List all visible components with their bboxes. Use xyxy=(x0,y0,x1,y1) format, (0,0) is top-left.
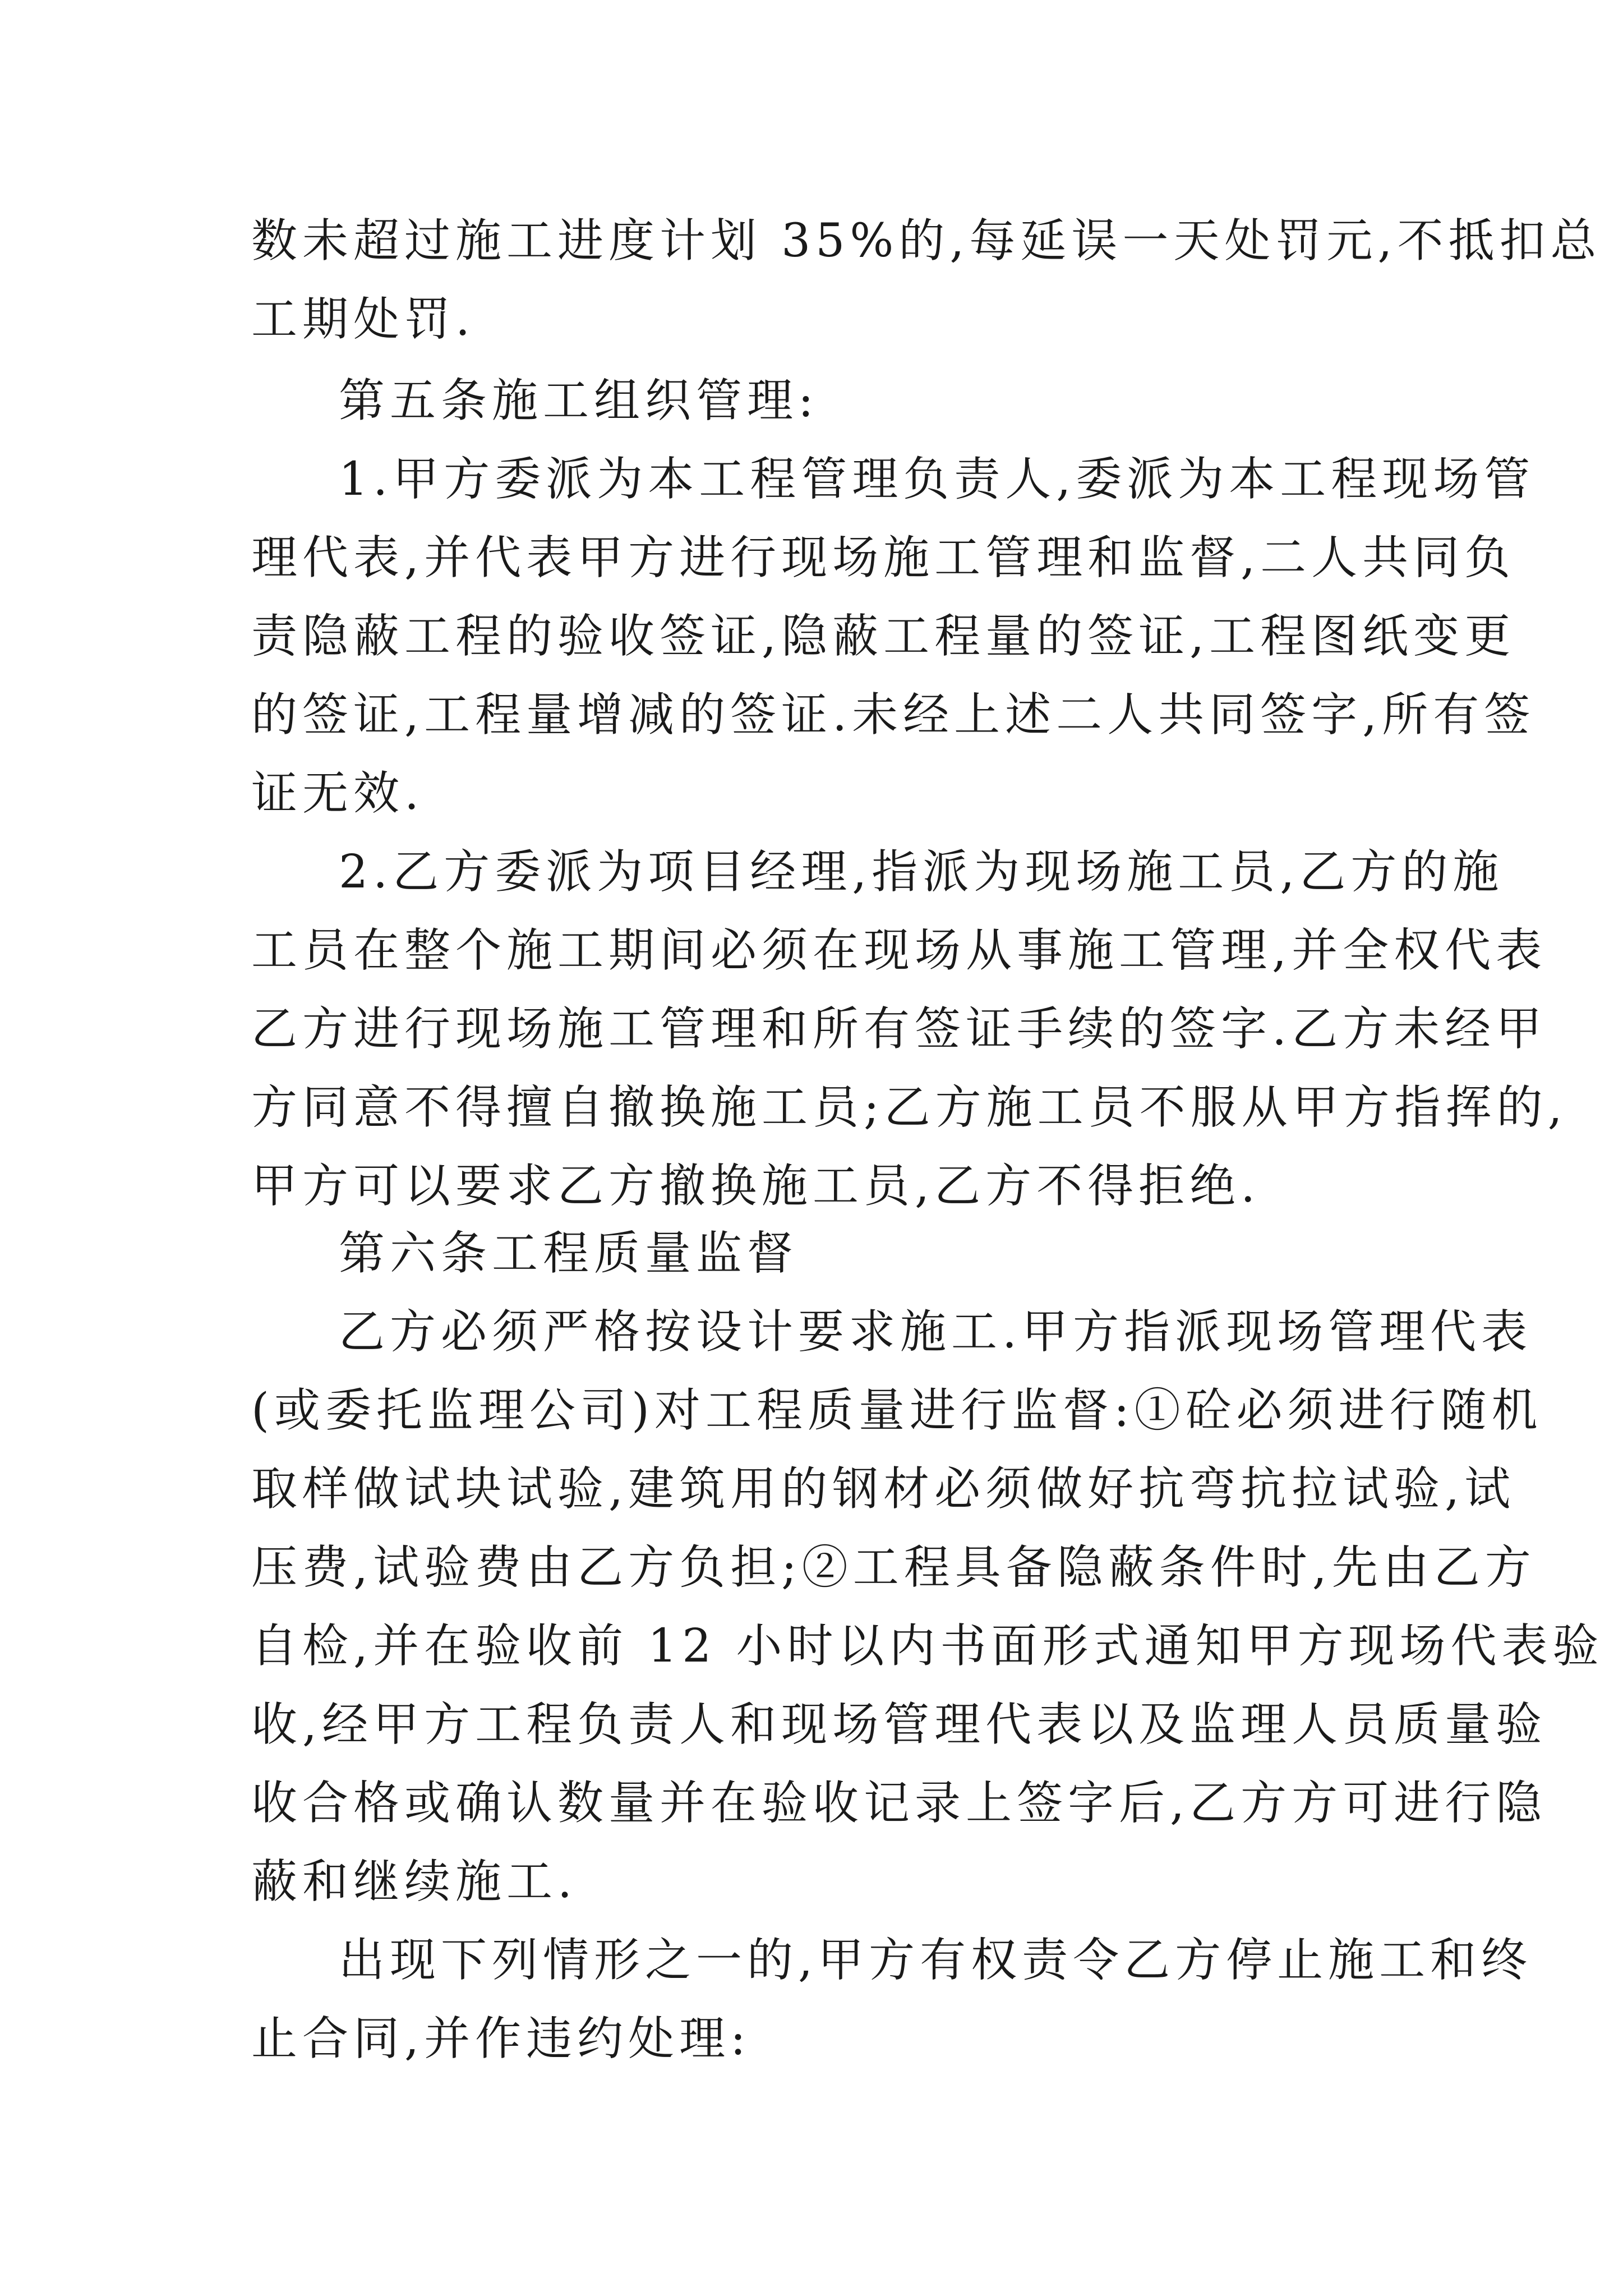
paragraph-line: 1.甲方委派为本工程管理负责人,委派为本工程现场管 xyxy=(339,453,1536,506)
paragraph-line: 2.乙方委派为项目经理,指派为现场施工员,乙方的施 xyxy=(339,845,1504,899)
paragraph-line: 责隐蔽工程的验收签证,隐蔽工程量的签证,工程图纸变更 xyxy=(251,610,1516,663)
section-heading: 第六条工程质量监督 xyxy=(339,1227,799,1280)
paragraph-line: 证无效. xyxy=(251,767,425,820)
paragraph-line: 收,经甲方工程负责人和现场管理代表以及监理人员质量验 xyxy=(251,1698,1547,1751)
paragraph-line: 蔽和继续施工. xyxy=(251,1855,578,1908)
paragraph-line: 工员在整个施工期间必须在现场从事施工管理,并全权代表 xyxy=(251,924,1547,977)
paragraph-line: 出现下列情形之一的,甲方有权责令乙方停止施工和终 xyxy=(339,1934,1533,1987)
paragraph-line: 乙方进行现场施工管理和所有签证手续的签字.乙方未经甲 xyxy=(251,1002,1547,1056)
paragraph-line: (或委托监理公司)对工程质量进行监督:①砼必须进行随机 xyxy=(251,1384,1543,1437)
paragraph-line: 理代表,并代表甲方进行现场施工管理和监督,二人共同负 xyxy=(251,531,1516,585)
paragraph-line: 数未超过施工进度计划 35%的,每延误一天处罚元,不抵扣总 xyxy=(251,214,1602,268)
paragraph-line: 压费,试验费由乙方负担;②工程具备隐蔽条件时,先由乙方 xyxy=(251,1541,1536,1594)
paragraph-line: 乙方必须严格按设计要求施工.甲方指派现场管理代表 xyxy=(339,1305,1533,1359)
paragraph-line: 止合同,并作违约处理: xyxy=(251,2012,751,2065)
paragraph-line: 工期处罚. xyxy=(251,293,476,346)
paragraph-line: 收合格或确认数量并在验收记录上签字后,乙方方可进行隐 xyxy=(251,1777,1547,1830)
paragraph-line: 取样做试块试验,建筑用的钢材必须做好抗弯抗拉试验,试 xyxy=(251,1462,1516,1516)
paragraph-line: 甲方可以要求乙方撤换施工员,乙方不得拒绝. xyxy=(251,1159,1261,1213)
paragraph-line: 的签证,工程量增减的签证.未经上述二人共同签字,所有签 xyxy=(251,688,1536,742)
section-heading: 第五条施工组织管理: xyxy=(339,374,819,427)
paragraph-line: 自检,并在验收前 12 小时以内书面形式通知甲方现场代表验 xyxy=(251,1619,1604,1673)
paragraph-line: 方同意不得擅自撤换施工员;乙方施工员不服从甲方指挥的, xyxy=(251,1081,1567,1134)
